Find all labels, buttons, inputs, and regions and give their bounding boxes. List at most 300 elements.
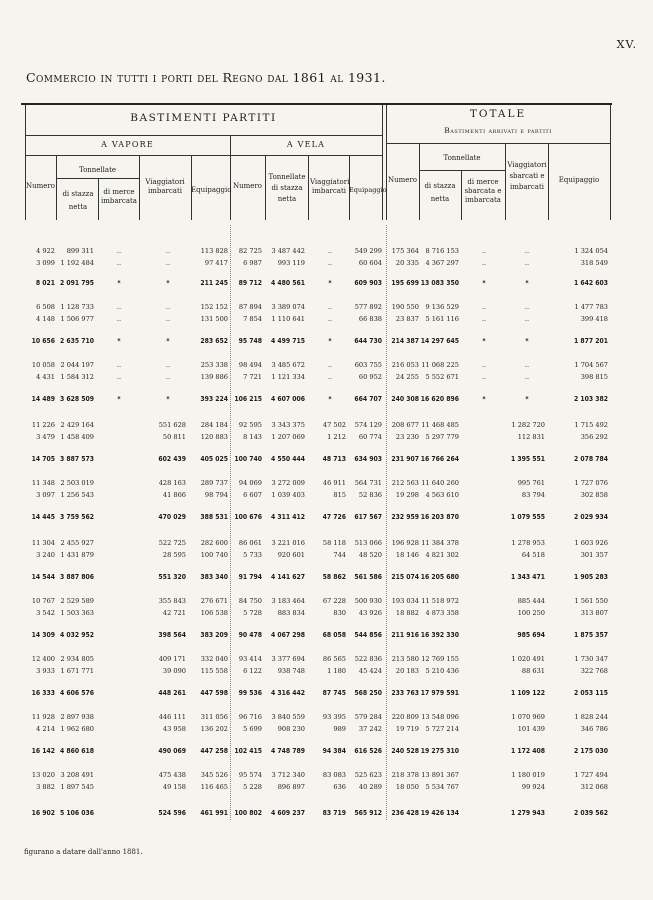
table-cell: 220 809 — [391, 713, 419, 721]
table-cell: 3 759 562 — [59, 513, 94, 521]
table-cell: 20 183 — [395, 667, 419, 675]
header-vela-equipaggio: Equipaggio — [349, 186, 387, 194]
table-cell: 447 598 — [200, 689, 228, 697]
table-cell: 985 694 — [517, 631, 545, 639]
table-cell: 409 171 — [158, 655, 186, 663]
table-cell: 1 278 953 — [511, 539, 545, 547]
table-cell: 14 445 — [31, 513, 55, 521]
table-cell: 215 074 — [391, 573, 419, 581]
table-cell: 90 478 — [238, 631, 262, 639]
table-cell: 283 652 — [200, 337, 228, 345]
table-cell: 995 761 — [517, 479, 545, 487]
table-cell: 4 431 — [36, 373, 55, 381]
table-cell: 579 284 — [354, 713, 382, 721]
table-cell: 1 877 201 — [573, 337, 608, 345]
table-cell: 4 550 444 — [270, 455, 305, 463]
table-cell: 551 320 — [158, 573, 186, 581]
table-cell: 920 601 — [277, 551, 305, 559]
table-cell: 116 465 — [200, 783, 228, 791]
table-cell: 4 214 — [36, 725, 55, 733]
table-cell: 513 066 — [354, 539, 382, 547]
table-cell: 7 721 — [243, 373, 262, 381]
table-cell: 240 308 — [391, 395, 419, 403]
table-cell: 60 774 — [358, 433, 382, 441]
table-row — [0, 512, 653, 522]
table-cell: 1 079 555 — [510, 513, 545, 521]
table-cell: 47 502 — [322, 421, 346, 429]
table-cell: 4 316 442 — [270, 689, 305, 697]
table-cell: 609 903 — [354, 279, 382, 287]
table-cell: 1 905 283 — [573, 573, 608, 581]
table-cell: 1 128 733 — [60, 303, 94, 311]
table-cell: 120 883 — [200, 433, 228, 441]
table-cell: 4 922 — [36, 247, 55, 255]
table-cell: 39 090 — [162, 667, 186, 675]
table-cell: 4 148 — [36, 315, 55, 323]
table-cell: 2 175 030 — [573, 747, 608, 755]
table-cell: .. — [481, 303, 487, 311]
page-title: Commercio in tutti i porti del Regno dal 1861 al 1931. — [26, 70, 386, 85]
table-cell: 11 640 260 — [421, 479, 459, 487]
table-cell: 8 716 153 — [425, 247, 459, 255]
table-cell: 815 — [333, 491, 346, 499]
table-cell: 577 892 — [354, 303, 382, 311]
table-cell: 1 561 550 — [574, 597, 608, 605]
table-cell: 99 536 — [238, 689, 262, 697]
table-cell: 99 924 — [521, 783, 545, 791]
table-cell: .. — [327, 361, 333, 369]
table-cell: 544 856 — [354, 631, 382, 639]
table-row — [0, 258, 653, 268]
table-cell: 89 712 — [238, 279, 262, 287]
table-cell: .. — [116, 303, 122, 311]
table-cell: 908 230 — [277, 725, 305, 733]
table-cell: 1 212 — [327, 433, 346, 441]
table-cell: 11 468 485 — [421, 421, 459, 429]
table-cell: 216 053 — [391, 361, 419, 369]
table-cell: 41 866 — [162, 491, 186, 499]
table-cell: 100 740 — [234, 455, 262, 463]
table-cell: * — [328, 337, 332, 345]
table-cell: 11 518 972 — [421, 597, 459, 605]
table-cell: 1 727 076 — [574, 479, 608, 487]
table-cell: 3 712 340 — [271, 771, 305, 779]
table-cell: .. — [524, 373, 530, 381]
table-cell: 100 250 — [517, 609, 545, 617]
table-cell: 16 766 264 — [420, 455, 459, 463]
table-cell: 4 748 789 — [270, 747, 305, 755]
table-cell: 101 439 — [517, 725, 545, 733]
table-cell: .. — [481, 259, 487, 267]
table-row — [0, 246, 653, 256]
table-cell: 6 122 — [243, 667, 262, 675]
table-cell: 4 367 297 — [425, 259, 459, 267]
table-cell: * — [117, 337, 121, 345]
table-cell: .. — [524, 259, 530, 267]
table-cell: 139 886 — [200, 373, 228, 381]
table-cell: 23 837 — [395, 315, 419, 323]
table-cell: .. — [116, 361, 122, 369]
table-cell: 43 926 — [358, 609, 382, 617]
table-cell: 5 728 — [243, 609, 262, 617]
table-cell: 95 574 — [238, 771, 262, 779]
table-cell: 19 275 310 — [420, 747, 459, 755]
table-row — [0, 596, 653, 606]
table-cell: 211 916 — [391, 631, 419, 639]
table-row — [0, 432, 653, 442]
table-cell: .. — [165, 259, 171, 267]
table-cell: 45 424 — [358, 667, 382, 675]
table-cell: 4 032 952 — [59, 631, 94, 639]
table-row — [0, 454, 653, 464]
table-cell: 1 503 363 — [60, 609, 94, 617]
table-cell: 67 228 — [322, 597, 346, 605]
table-cell: 2 934 805 — [60, 655, 94, 663]
table-cell: 3 183 464 — [271, 597, 305, 605]
table-cell: 48 520 — [358, 551, 382, 559]
table-cell: 112 831 — [517, 433, 545, 441]
table-cell: 60 952 — [358, 373, 382, 381]
table-cell: 1 180 — [327, 667, 346, 675]
table-cell: 1 282 720 — [511, 421, 545, 429]
table-cell: 3 628 509 — [59, 395, 94, 403]
table-cell: 5 210 436 — [425, 667, 459, 675]
table-cell: 19 719 — [395, 725, 419, 733]
table-cell: .. — [116, 315, 122, 323]
table-cell: 3 240 — [36, 551, 55, 559]
table-cell: 11 928 — [31, 713, 55, 721]
table-cell: 2 503 019 — [60, 479, 94, 487]
table-cell: * — [328, 395, 332, 403]
table-cell: 43 958 — [162, 725, 186, 733]
table-cell: 1 506 977 — [60, 315, 94, 323]
table-cell: 5 161 116 — [425, 315, 459, 323]
table-cell: 1 343 471 — [510, 573, 545, 581]
table-cell: 549 299 — [354, 247, 382, 255]
table-cell: 94 384 — [322, 747, 346, 755]
table-cell: * — [117, 395, 121, 403]
table-cell: 214 387 — [391, 337, 419, 345]
table-cell: 1 207 069 — [271, 433, 305, 441]
table-cell: * — [525, 337, 529, 345]
table-cell: 3 840 559 — [271, 713, 305, 721]
table-cell: 345 526 — [200, 771, 228, 779]
table-cell: 113 828 — [200, 247, 228, 255]
table-row — [0, 420, 653, 430]
table-cell: 1 109 122 — [510, 689, 545, 697]
table-cell: 40 289 — [358, 783, 382, 791]
table-cell: 52 836 — [358, 491, 382, 499]
table-cell: 634 903 — [354, 455, 382, 463]
table-cell: 14 544 — [31, 573, 55, 581]
table-cell: 83 719 — [322, 809, 346, 817]
table-cell: .. — [327, 303, 333, 311]
table-cell: 2 053 115 — [573, 689, 608, 697]
table-cell: 233 763 — [391, 689, 419, 697]
table-cell: 3 099 — [36, 259, 55, 267]
table-cell: 2 897 938 — [60, 713, 94, 721]
header-vela-viaggiatori: Viaggiatori imbarcati — [310, 178, 350, 195]
table-cell: 1 458 409 — [60, 433, 94, 441]
header-tonnellate: Tonnellate — [78, 166, 117, 174]
table-cell: 5 733 — [243, 551, 262, 559]
table-row — [0, 712, 653, 722]
table-cell: 86 061 — [238, 539, 262, 547]
table-cell: 616 526 — [354, 747, 382, 755]
table-cell: 883 834 — [277, 609, 305, 617]
table-cell: 664 707 — [354, 395, 382, 403]
table-cell: 11 226 — [31, 421, 55, 429]
table-cell: 399 418 — [580, 315, 608, 323]
table-cell: 3 485 672 — [271, 361, 305, 369]
table-cell: 1 279 943 — [510, 809, 545, 817]
table-cell: 98 794 — [204, 491, 228, 499]
table-row — [0, 550, 653, 560]
table-cell: 6 508 — [36, 303, 55, 311]
table-cell: 1 584 312 — [60, 373, 94, 381]
table-row — [0, 360, 653, 370]
table-cell: 23 230 — [395, 433, 419, 441]
table-cell: 83 083 — [322, 771, 346, 779]
table-cell: 98 494 — [238, 361, 262, 369]
table-cell: 193 034 — [391, 597, 419, 605]
table-cell: 3 377 694 — [271, 655, 305, 663]
table-cell: 744 — [333, 551, 346, 559]
table-cell: 1 324 054 — [574, 247, 608, 255]
table-cell: .. — [524, 315, 530, 323]
table-cell: .. — [165, 247, 171, 255]
table-cell: 3 887 806 — [59, 573, 94, 581]
header-vela: A VELA — [286, 140, 326, 149]
table-cell: 4 480 561 — [270, 279, 305, 287]
table-cell: 11 348 — [31, 479, 55, 487]
table-cell: 10 058 — [31, 361, 55, 369]
table-cell: 383 209 — [200, 631, 228, 639]
table-cell: * — [117, 279, 121, 287]
table-cell: 3 479 — [36, 433, 55, 441]
table-row — [0, 782, 653, 792]
table-cell: * — [482, 279, 486, 287]
table-cell: 60 604 — [358, 259, 382, 267]
table-cell: 356 292 — [580, 433, 608, 441]
table-cell: 16 142 — [31, 747, 55, 755]
table-cell: 2 529 589 — [60, 597, 94, 605]
table-cell: 87 745 — [322, 689, 346, 697]
table-cell: 896 897 — [277, 783, 305, 791]
table-cell: 8 021 — [35, 279, 55, 287]
table-cell: 1 828 244 — [574, 713, 608, 721]
table-cell: 448 261 — [158, 689, 186, 697]
table-cell: 3 208 491 — [60, 771, 94, 779]
table-cell: * — [328, 279, 332, 287]
table-cell: 301 357 — [580, 551, 608, 559]
table-cell: 106 538 — [200, 609, 228, 617]
table-cell: 136 202 — [200, 725, 228, 733]
table-cell: 18 050 — [395, 783, 419, 791]
table-cell: 602 439 — [158, 455, 186, 463]
table-cell: 938 748 — [277, 667, 305, 675]
table-cell: 10 767 — [31, 597, 55, 605]
table-cell: .. — [165, 361, 171, 369]
table-cell: 993 119 — [277, 259, 305, 267]
table-row — [0, 630, 653, 640]
table-row — [0, 808, 653, 818]
table-cell: 470 029 — [158, 513, 186, 521]
table-cell: 8 143 — [243, 433, 262, 441]
table-cell: 68 058 — [322, 631, 346, 639]
table-cell: 16 902 — [31, 809, 55, 817]
table-cell: 96 716 — [238, 713, 262, 721]
table-cell: 551 628 — [158, 421, 186, 429]
table-cell: 49 158 — [162, 783, 186, 791]
table-cell: 568 250 — [354, 689, 382, 697]
table-cell: 190 550 — [391, 303, 419, 311]
table-cell: 37 242 — [358, 725, 382, 733]
table-cell: 28 595 — [162, 551, 186, 559]
footnote: figurano a datare dall'anno 1881. — [24, 848, 143, 856]
table-cell: 1 704 567 — [574, 361, 608, 369]
table-cell: 13 891 367 — [421, 771, 459, 779]
table-cell: 885 444 — [517, 597, 545, 605]
table-cell: 1 727 494 — [574, 771, 608, 779]
header-vela-tonnellate: Tonnellate di stazza netta — [268, 173, 306, 203]
table-cell: 13 083 350 — [420, 279, 459, 287]
table-cell: 102 415 — [234, 747, 262, 755]
table-cell: .. — [481, 315, 487, 323]
table-cell: * — [525, 279, 529, 287]
table-cell: 16 203 870 — [420, 513, 459, 521]
table-cell: 398 815 — [580, 373, 608, 381]
table-cell: 5 534 767 — [425, 783, 459, 791]
table-cell: 4 563 610 — [425, 491, 459, 499]
table-cell: .. — [524, 361, 530, 369]
table-cell: 42 721 — [162, 609, 186, 617]
table-cell: 115 558 — [200, 667, 228, 675]
table-cell: 3 272 009 — [271, 479, 305, 487]
table-row — [0, 372, 653, 382]
table-cell: * — [525, 395, 529, 403]
table-cell: 644 730 — [354, 337, 382, 345]
table-cell: 5 106 036 — [59, 809, 94, 817]
table-cell: 93 414 — [238, 655, 262, 663]
header-tot-equipaggio: Equipaggio — [558, 176, 600, 184]
table-cell: 13 020 — [31, 771, 55, 779]
table-cell: 4 141 627 — [270, 573, 305, 581]
header-partiti: BASTIMENTI PARTITI — [130, 112, 277, 124]
table-cell: 1 715 492 — [574, 421, 608, 429]
table-cell: 311 056 — [200, 713, 228, 721]
table-cell: 284 184 — [200, 421, 228, 429]
table-cell: .. — [165, 315, 171, 323]
table-cell: 106 215 — [234, 395, 262, 403]
table-cell: 398 564 — [158, 631, 186, 639]
header-equipaggio: Equipaggio — [191, 186, 232, 194]
table-cell: 10 656 — [31, 337, 55, 345]
table-cell: .. — [116, 259, 122, 267]
table-row — [0, 724, 653, 734]
table-cell: 16 205 680 — [420, 573, 459, 581]
table-cell: 522 725 — [158, 539, 186, 547]
table-cell: 175 364 — [391, 247, 419, 255]
header-tot-viaggiatori: Viaggiatori sbarcati e imbarcati — [507, 161, 547, 191]
table-cell: 20 335 — [395, 259, 419, 267]
table-cell: 1 180 019 — [511, 771, 545, 779]
table-row — [0, 770, 653, 780]
table-row — [0, 688, 653, 698]
table-row — [0, 654, 653, 664]
header-merce: di merce imbarcata — [101, 188, 137, 205]
table-cell: 1 897 545 — [60, 783, 94, 791]
table-cell: 1 256 543 — [60, 491, 94, 499]
table-cell: 318 549 — [580, 259, 608, 267]
table-cell: 253 338 — [200, 361, 228, 369]
table-cell: 2 455 927 — [60, 539, 94, 547]
table-cell: 322 768 — [580, 667, 608, 675]
table-cell: 899 311 — [66, 247, 94, 255]
table-cell: 12 400 — [31, 655, 55, 663]
table-row — [0, 490, 653, 500]
table-cell: 84 750 — [238, 597, 262, 605]
table-cell: 2 078 784 — [573, 455, 608, 463]
table-cell: 232 959 — [391, 513, 419, 521]
table-cell: 4 607 006 — [270, 395, 305, 403]
table-cell: .. — [327, 259, 333, 267]
table-cell: 92 595 — [238, 421, 262, 429]
table-row — [0, 666, 653, 676]
table-cell: 58 118 — [322, 539, 346, 547]
table-cell: .. — [327, 315, 333, 323]
table-cell: 1 962 680 — [60, 725, 94, 733]
table-cell: .. — [116, 373, 122, 381]
table-cell: 24 255 — [395, 373, 419, 381]
table-cell: 3 221 016 — [271, 539, 305, 547]
table-cell: 5 699 — [243, 725, 262, 733]
table-cell: 447 258 — [200, 747, 228, 755]
table-cell: 1 070 969 — [511, 713, 545, 721]
table-row — [0, 302, 653, 312]
table-cell: 3 887 573 — [59, 455, 94, 463]
table-cell: 446 111 — [158, 713, 186, 721]
table-cell: 428 163 — [158, 479, 186, 487]
table-cell: 313 807 — [580, 609, 608, 617]
table-cell: 564 731 — [354, 479, 382, 487]
header-tot-tonnellate: Tonnellate — [443, 154, 481, 162]
table-cell: 1 395 551 — [510, 455, 545, 463]
table-cell: 240 528 — [391, 747, 419, 755]
table-cell: .. — [524, 247, 530, 255]
table-cell: 13 548 096 — [421, 713, 459, 721]
table-cell: 989 — [333, 725, 346, 733]
table-cell: 100 676 — [234, 513, 262, 521]
table-cell: * — [166, 395, 170, 403]
table-cell: 4 067 298 — [270, 631, 305, 639]
table-cell: 152 152 — [200, 303, 228, 311]
table-cell: 131 500 — [200, 315, 228, 323]
header-tot-merce: di merce sbarcata e imbarcata — [464, 178, 502, 204]
table-cell: 83 794 — [521, 491, 545, 499]
table-row — [0, 608, 653, 618]
table-cell: 4 499 715 — [270, 337, 305, 345]
table-cell: 830 — [333, 609, 346, 617]
table-cell: * — [482, 337, 486, 345]
table-cell: 3 542 — [36, 609, 55, 617]
table-cell: 1 603 926 — [574, 539, 608, 547]
table-cell: 1 121 334 — [271, 373, 305, 381]
table-cell: .. — [116, 247, 122, 255]
table-cell: 11 384 378 — [421, 539, 459, 547]
table-cell: 2 039 562 — [573, 809, 608, 817]
table-cell: 88 631 — [521, 667, 545, 675]
